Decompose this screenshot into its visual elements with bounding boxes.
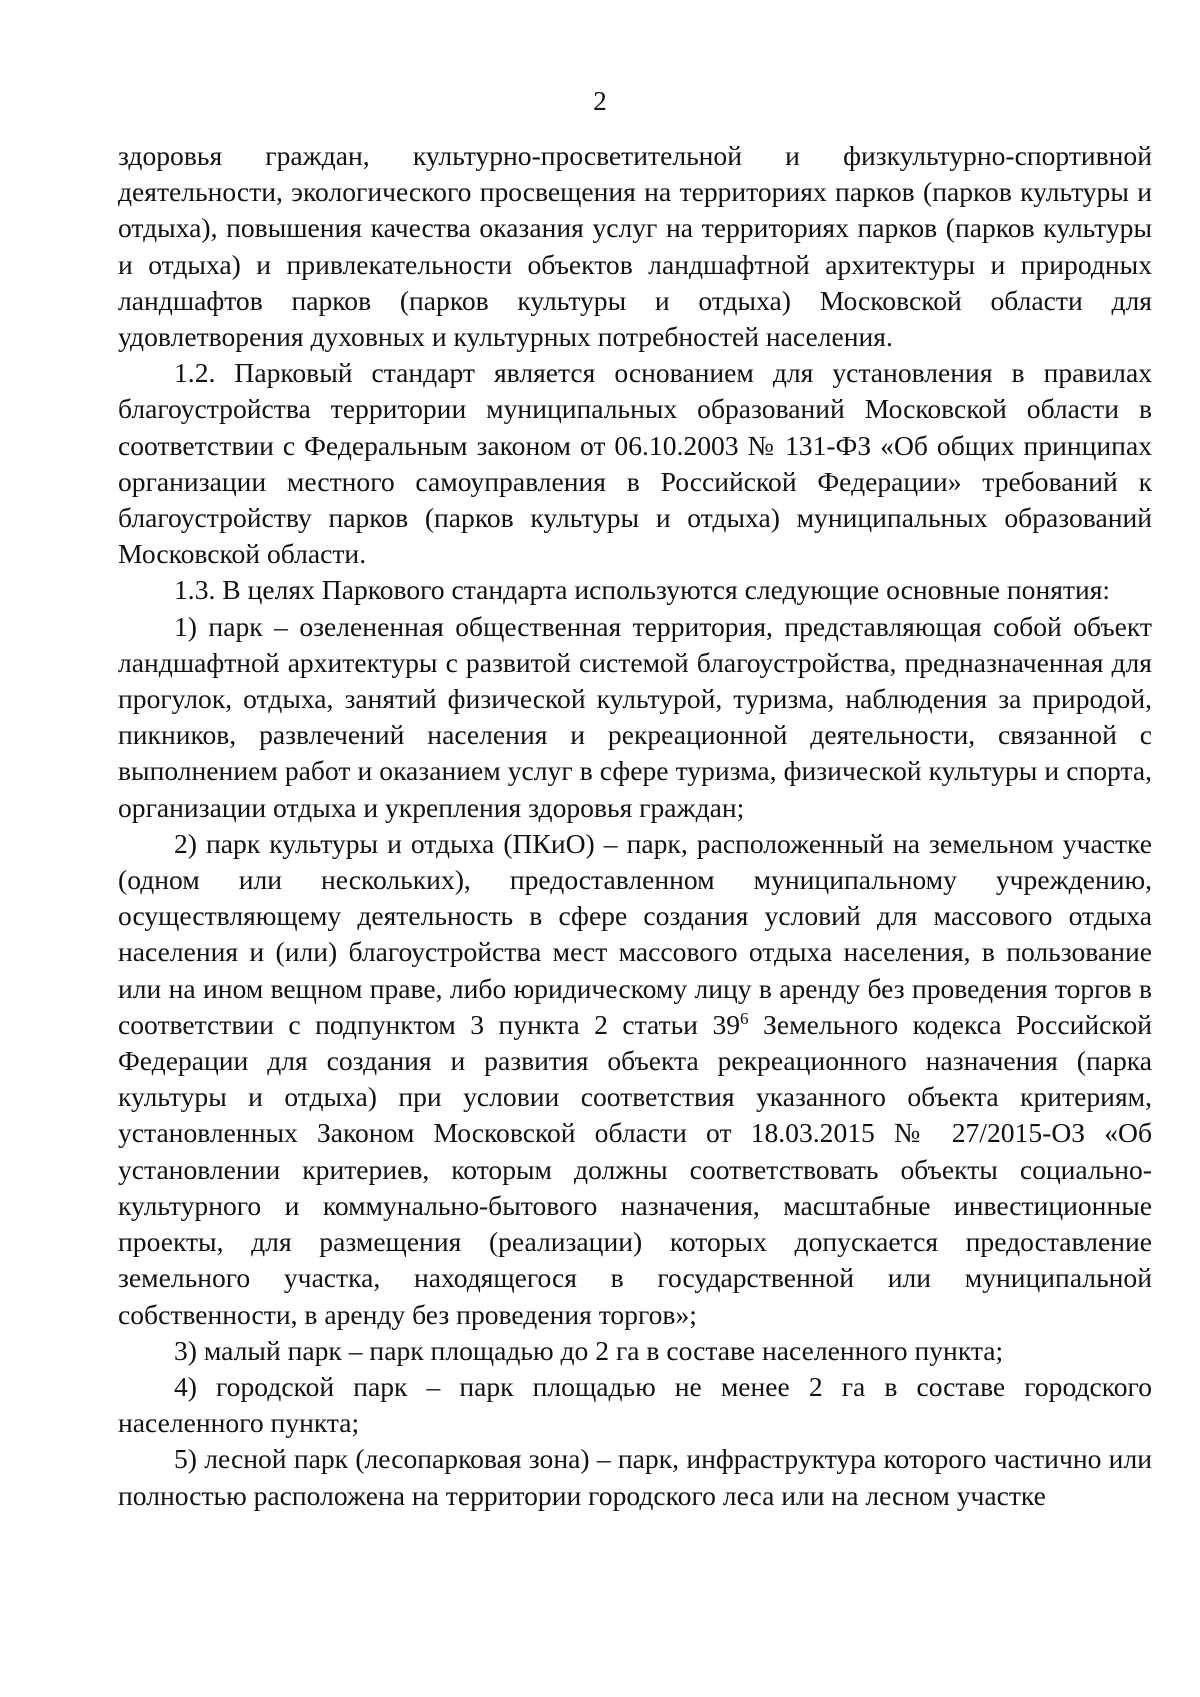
- definition-small-park: 3) малый парк – парк площадью до 2 га в составе населенного пункта;: [174, 1334, 1004, 1366]
- definition-culture-park-text-end: Земельного кодекса Российской Федерации для создания и развития объекта рекреационного назначения (парка культуры и отдыха) при условии соответствия указанного объекта критериям, установленных Законом Московской области от 18.03.2015 № 27/2015-ОЗ «Об установлении критериев, которым должны соответствовать объекты социально-культурного и коммунально-бытового назначения, масштабные инвестиционные проекты, для размещения (реализации) которых допускается предоставление земельного участка, находящегося в государственной или муниципальной собственности, в аренду без проведения торгов»;: [118, 1008, 1152, 1330]
- paragraph-continuation: здоровья граждан, культурно-просветительной и физкультурно-спортивной деятельности, экологического просвещения на территориях парков (парков культуры и отдыха), повышения качества оказания услуг на территориях парков (парков культуры и отдыха) и привлекательности объектов ландшафтной архитектуры и природных ландшафтов парков (парков культуры и отдыха) Московской области для удовлетворения духовных и культурных потребностей населения.: [118, 140, 1152, 353]
- definition-culture-park-text-start: 2) парк культуры и отдыха (ПКиО) – парк, расположенный на земельном участке (одном или нескольких), предоставленном муниципальному учреждению, осуществляющему деятельность в сфере создания условий для массового отдыха населения и (или) благоустройства мест массового отдыха населения, в пользование или на ином вещном праве, либо юридическому лицу в аренду без проведения торгов в соответствии с подпунктом 3 пункта 2 статьи 39: [118, 827, 1152, 1040]
- definition-forest-park: 5) лесной парк (лесопарковая зона) – парк, инфраструктура которого частично или полностью расположена на территории городского леса или на лесном участке: [118, 1443, 1152, 1511]
- page-number: 2: [593, 86, 607, 116]
- article-superscript: 6: [740, 1008, 749, 1028]
- definition-culture-park: [118, 826, 1152, 1333]
- document-body: [118, 138, 1152, 1514]
- paragraph-1-2: 1.2. Парковый стандарт является основанием для установления в правилах благоустройства территории муниципальных образований Московской области в соответствии с Федеральным законом от 06.10.2003 № 131-ФЗ «Об общих принципах организации местного самоуправления в Российской Федерации» требований к благоустройству парков (парков культуры и отдыха) муниципальных образований Московской области.: [118, 357, 1152, 570]
- paragraph-1-3: 1.3. В целях Паркового стандарта используются следующие основные понятия:: [174, 574, 1111, 606]
- definition-city-park: 4) городской парк – парк площадью не менее 2 га в составе городского населенного пункта;: [118, 1370, 1152, 1439]
- definition-park: 1) парк – озелененная общественная территория, представляющая собой объект ландшафтной архитектуры с развитой системой благоустройства, предназначенная для прогулок, отдыха, занятий физической культурой, туризма, наблюдения за природой, пикников, развлечений населения и рекреационной деятельности, связанной с выполнением работ и оказанием услуг в сфере туризма, физической культуры и спорта, организации отдыха и укрепления здоровья граждан;: [118, 610, 1152, 823]
